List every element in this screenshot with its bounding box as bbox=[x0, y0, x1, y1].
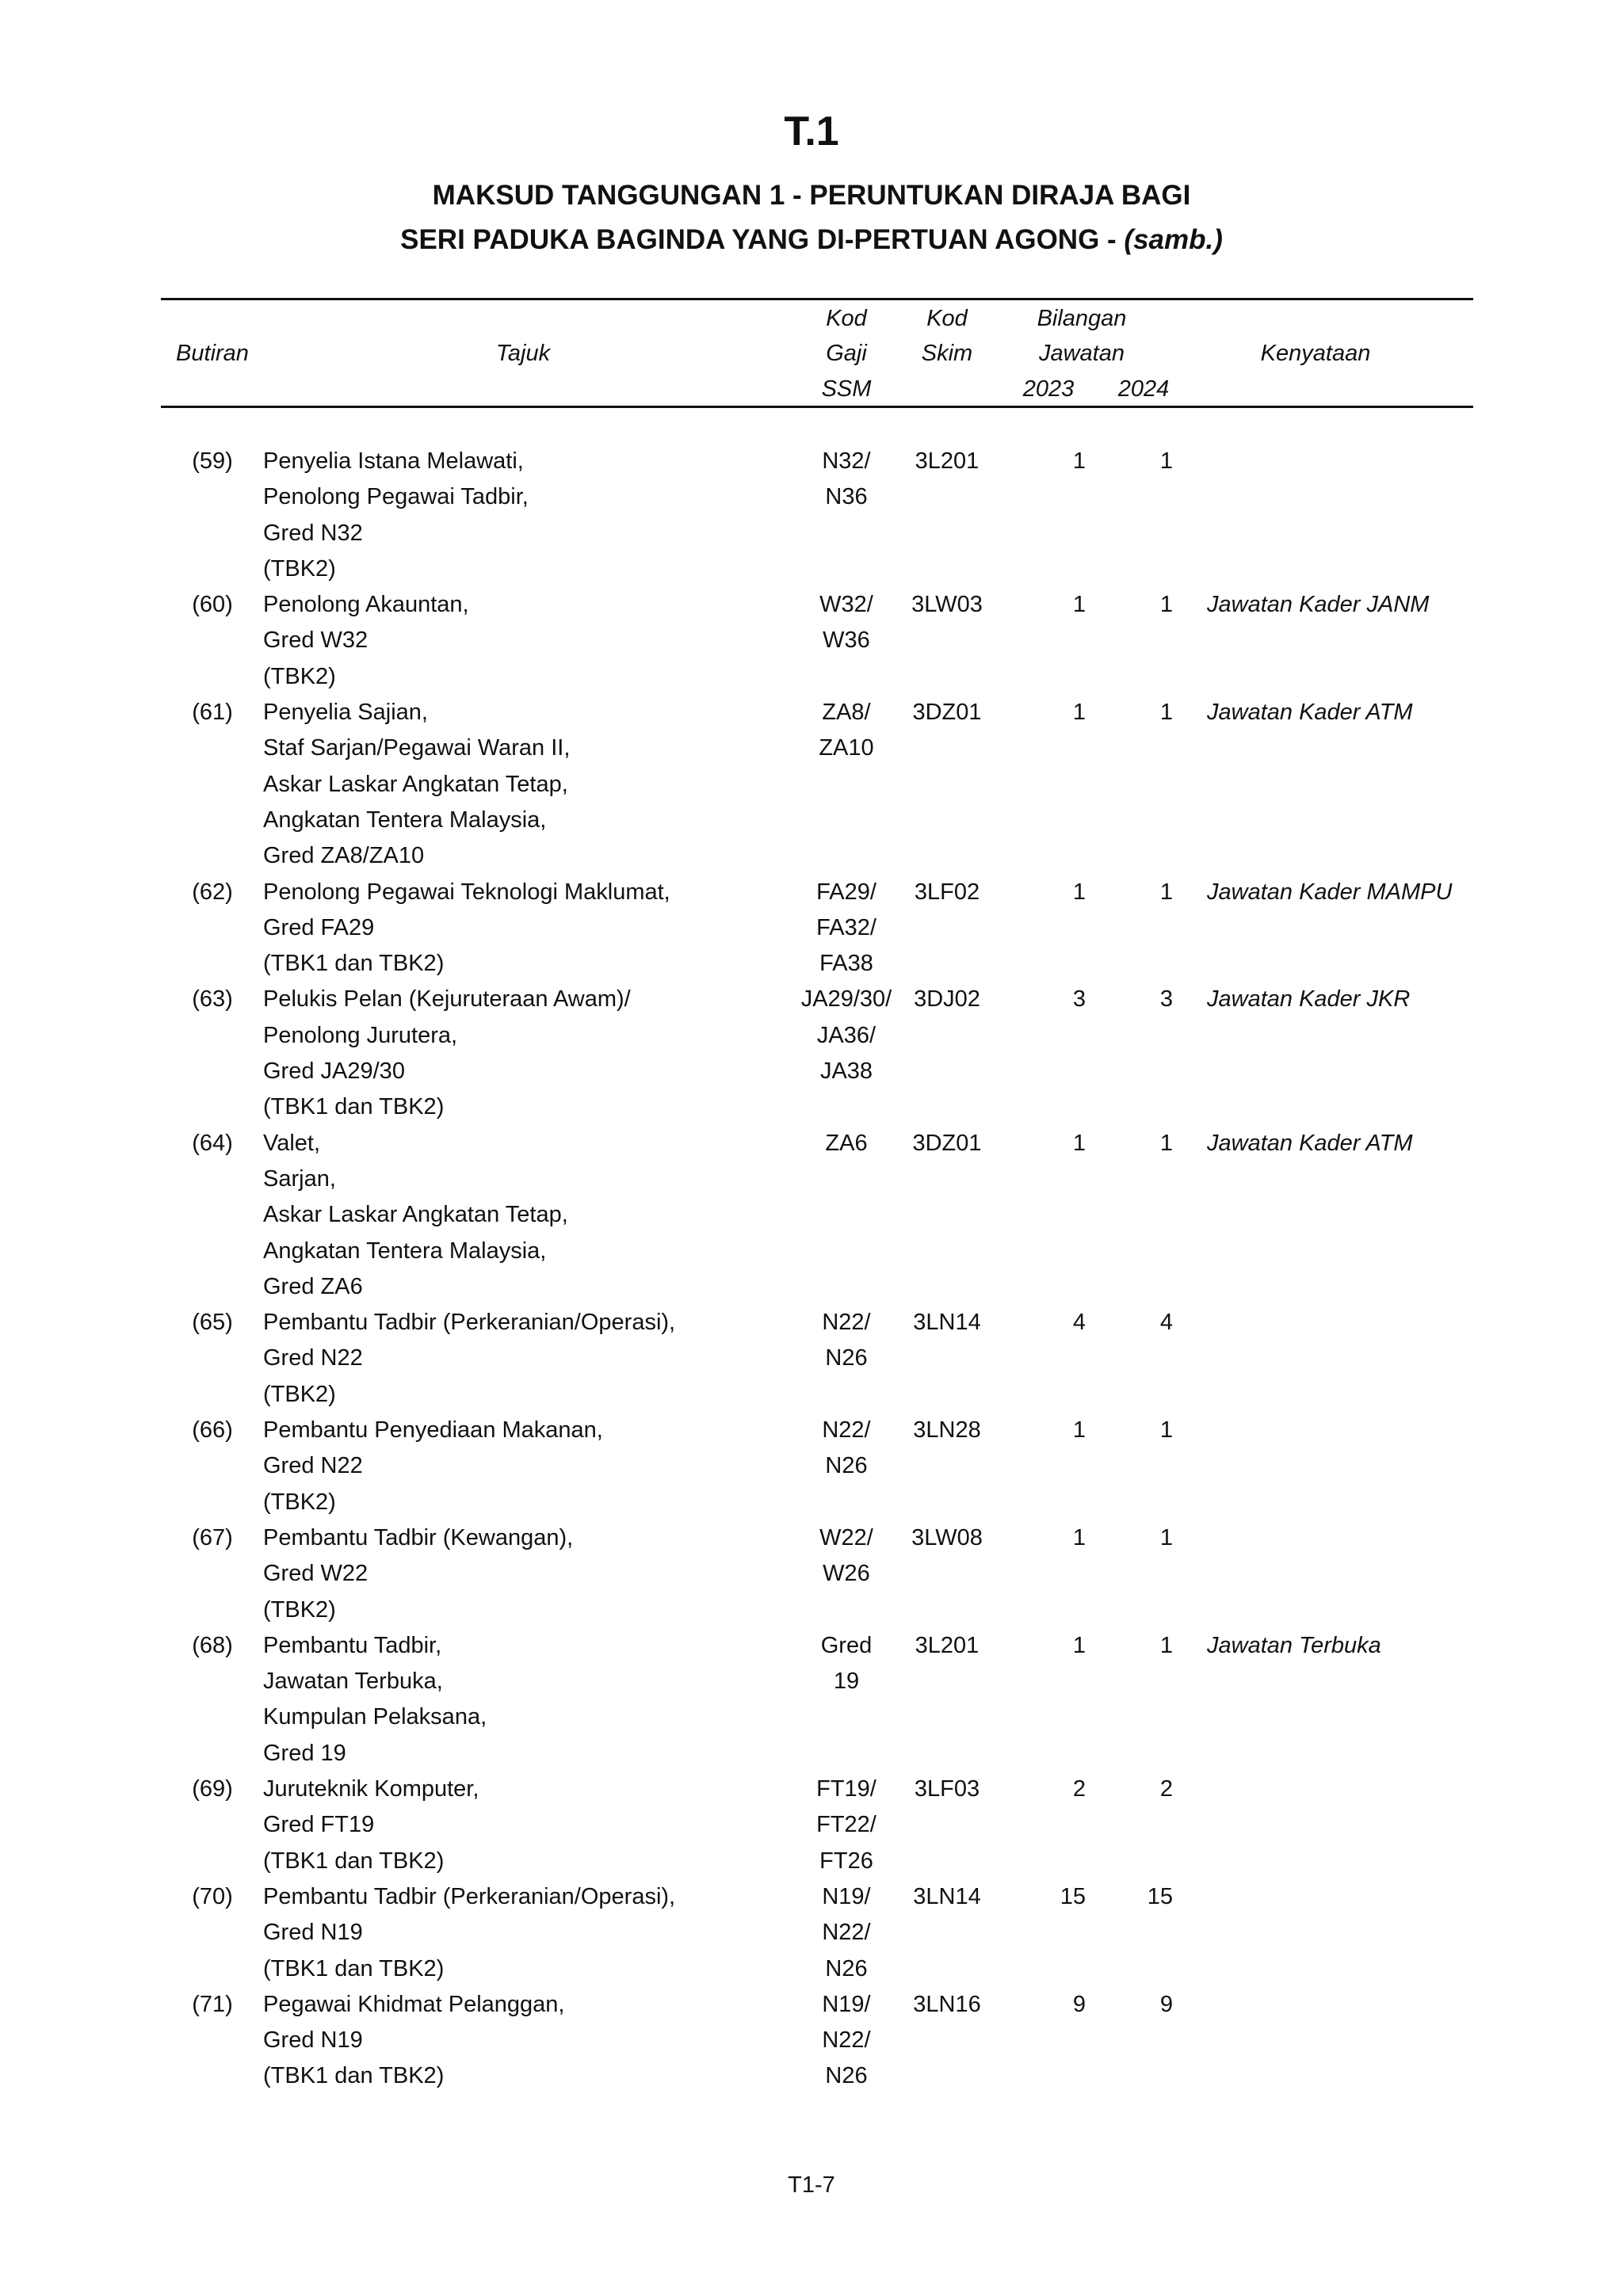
item-title-line: Askar Laskar Angkatan Tetap, bbox=[263, 771, 568, 797]
header-butiran: Butiran bbox=[176, 341, 249, 366]
table-row bbox=[0, 695, 1623, 875]
item-title-line: Gred 19 bbox=[263, 1740, 346, 1766]
item-title bbox=[263, 1520, 802, 1628]
item-title bbox=[263, 1628, 802, 1772]
positions-2023: 1 bbox=[1072, 1417, 1086, 1444]
item-number: (59) bbox=[192, 448, 233, 474]
header-tajuk: Tajuk bbox=[495, 341, 551, 366]
positions-2023: 1 bbox=[1072, 592, 1086, 618]
salary-code bbox=[792, 1772, 900, 1879]
table-row bbox=[0, 982, 1623, 1125]
scheme-code: 3LN16 bbox=[913, 1991, 981, 2017]
item-title-line: Gred N19 bbox=[263, 2027, 363, 2054]
item-title-line: Penolong Pegawai Teknologi Maklumat, bbox=[263, 879, 670, 905]
salary-code bbox=[792, 1879, 900, 1987]
salary-code-line: ZA10 bbox=[819, 735, 874, 761]
table-row bbox=[0, 1772, 1623, 1879]
salary-code-line: W36 bbox=[823, 627, 870, 654]
item-title-line: Penolong Akauntan, bbox=[263, 592, 469, 618]
header-kenyataan: Kenyataan bbox=[1260, 341, 1371, 366]
item-title-line: Gred ZA8/ZA10 bbox=[263, 843, 425, 869]
table-row bbox=[0, 1305, 1623, 1413]
header-kod-gaji-line-1: Kod bbox=[826, 306, 867, 331]
remarks: Jawatan Kader JKR bbox=[1207, 986, 1411, 1013]
item-title-line: Gred ZA6 bbox=[263, 1273, 363, 1299]
salary-code-line: Gred bbox=[820, 1632, 873, 1658]
title-line-2-text: SERI PADUKA BAGINDA YANG DI-PERTUAN AGONG - bbox=[400, 224, 1117, 255]
item-title-line: Gred N32 bbox=[263, 520, 363, 546]
item-title-line: Valet, bbox=[263, 1130, 321, 1156]
item-number: (70) bbox=[192, 1883, 233, 1909]
item-title bbox=[263, 982, 802, 1125]
item-title-line: Penolong Pegawai Tadbir, bbox=[263, 484, 529, 510]
positions-2024: 4 bbox=[1159, 1310, 1173, 1336]
item-title-line: Gred W22 bbox=[263, 1561, 369, 1587]
positions-2024: 1 bbox=[1159, 1632, 1173, 1658]
item-number: (64) bbox=[192, 1130, 233, 1156]
table-row bbox=[0, 875, 1623, 982]
item-title-line: Gred W32 bbox=[263, 627, 369, 654]
item-title-line: (TBK2) bbox=[263, 555, 336, 582]
item-title-line: (TBK1 dan TBK2) bbox=[263, 1955, 445, 1981]
table-row bbox=[0, 1520, 1623, 1628]
salary-code-line: JA36/ bbox=[816, 1022, 876, 1048]
table-top-rule bbox=[161, 298, 1473, 300]
scheme-code: 3LN14 bbox=[913, 1883, 981, 1909]
salary-code-line: ZA6 bbox=[825, 1130, 868, 1156]
item-title-line: Angkatan Tentera Malaysia, bbox=[263, 1238, 547, 1264]
positions-2024: 15 bbox=[1147, 1883, 1173, 1909]
item-title-line: Pembantu Tadbir (Perkeranian/Operasi), bbox=[263, 1883, 676, 1909]
item-title-line: Juruteknik Komputer, bbox=[263, 1776, 479, 1802]
positions-2023: 3 bbox=[1072, 986, 1086, 1013]
salary-code-line: FA38 bbox=[819, 951, 873, 977]
positions-2023: 1 bbox=[1072, 1524, 1086, 1550]
salary-code bbox=[792, 1305, 900, 1377]
positions-2023: 1 bbox=[1072, 879, 1086, 905]
positions-2023: 1 bbox=[1072, 1632, 1086, 1658]
scheme-code: 3L201 bbox=[915, 1632, 980, 1658]
salary-code-line: 19 bbox=[833, 1669, 860, 1695]
header-kod-skim-line-1: Kod bbox=[926, 306, 968, 331]
salary-code-line: W22/ bbox=[819, 1524, 873, 1550]
salary-code-line: N22/ bbox=[822, 1920, 871, 1946]
salary-code-line: N26 bbox=[825, 1345, 868, 1371]
header-year-2023: 2023 bbox=[1022, 376, 1075, 402]
table-row bbox=[0, 1879, 1623, 1987]
positions-2023: 15 bbox=[1060, 1883, 1086, 1909]
item-title-line: Staf Sarjan/Pegawai Waran II, bbox=[263, 735, 571, 761]
salary-code bbox=[792, 444, 900, 516]
page-number: T1-7 bbox=[788, 2172, 835, 2198]
item-title-line: Kumpulan Pelaksana, bbox=[263, 1704, 487, 1730]
item-title-line: Angkatan Tentera Malaysia, bbox=[263, 807, 547, 833]
item-number: (65) bbox=[192, 1310, 233, 1336]
salary-code-line: FT22/ bbox=[816, 1812, 876, 1838]
item-title-line: Gred FT19 bbox=[263, 1812, 375, 1838]
salary-code-line: N22/ bbox=[822, 1310, 871, 1336]
table-row bbox=[0, 1126, 1623, 1306]
remarks: Jawatan Kader JANM bbox=[1207, 592, 1430, 618]
salary-code bbox=[792, 1987, 900, 2095]
header-bilangan-line-2: Jawatan bbox=[1038, 341, 1125, 366]
item-title bbox=[263, 875, 802, 982]
positions-2024: 1 bbox=[1159, 1524, 1173, 1550]
salary-code-line: JA38 bbox=[819, 1058, 873, 1085]
item-title-line: (TBK2) bbox=[263, 663, 336, 689]
item-title-line: Gred N22 bbox=[263, 1453, 363, 1479]
salary-code-line: N26 bbox=[825, 2063, 868, 2089]
scheme-code: 3LW08 bbox=[911, 1524, 983, 1550]
scheme-code: 3DZ01 bbox=[912, 1130, 982, 1156]
item-title-line: (TBK1 dan TBK2) bbox=[263, 2063, 445, 2089]
remarks: Jawatan Kader MAMPU bbox=[1207, 879, 1453, 905]
header-kod-gaji-line-2: Gaji bbox=[826, 341, 867, 366]
item-title-line: Pembantu Tadbir, bbox=[263, 1632, 442, 1658]
positions-2024: 1 bbox=[1159, 592, 1173, 618]
remarks: Jawatan Terbuka bbox=[1207, 1632, 1381, 1658]
item-title bbox=[263, 695, 802, 874]
scheme-code: 3LF02 bbox=[914, 879, 980, 905]
header-kod-gaji-line-3: SSM bbox=[821, 376, 872, 402]
item-title bbox=[263, 1413, 802, 1520]
item-title-line: Pembantu Tadbir (Kewangan), bbox=[263, 1524, 574, 1550]
document-title-line-1: MAKSUD TANGGUNGAN 1 - PERUNTUKAN DIRAJA BAGI bbox=[432, 180, 1191, 211]
scheme-code: 3L201 bbox=[915, 448, 980, 474]
positions-2024: 1 bbox=[1159, 879, 1173, 905]
positions-2024: 1 bbox=[1159, 1130, 1173, 1156]
table-row bbox=[0, 444, 1623, 587]
positions-2024: 1 bbox=[1159, 1417, 1173, 1444]
item-title bbox=[263, 1305, 802, 1413]
salary-code-line: FT26 bbox=[819, 1848, 873, 1874]
item-title bbox=[263, 1126, 802, 1305]
salary-code-line: N36 bbox=[825, 484, 868, 510]
table-row bbox=[0, 1628, 1623, 1772]
item-title-line: (TBK1 dan TBK2) bbox=[263, 1848, 445, 1874]
salary-code bbox=[792, 982, 900, 1089]
table-row bbox=[0, 1987, 1623, 2095]
remarks: Jawatan Kader ATM bbox=[1207, 1130, 1413, 1156]
salary-code-line: N26 bbox=[825, 1955, 868, 1981]
scheme-code: 3LW03 bbox=[911, 592, 983, 618]
scheme-code: 3LN28 bbox=[913, 1417, 981, 1444]
item-title-line: Gred JA29/30 bbox=[263, 1058, 405, 1085]
item-number: (68) bbox=[192, 1632, 233, 1658]
salary-code bbox=[792, 1520, 900, 1592]
positions-2024: 1 bbox=[1159, 448, 1173, 474]
item-title-line: Gred FA29 bbox=[263, 914, 375, 940]
salary-code-line: N22/ bbox=[822, 1417, 871, 1444]
positions-2024: 1 bbox=[1159, 700, 1173, 726]
item-title bbox=[263, 1987, 802, 2095]
salary-code bbox=[792, 1126, 900, 1161]
item-title bbox=[263, 587, 802, 695]
document-title-line-2 bbox=[0, 217, 1623, 263]
salary-code bbox=[792, 1413, 900, 1485]
salary-code-line: W32/ bbox=[819, 592, 873, 618]
document-code: T.1 bbox=[784, 109, 839, 154]
item-title-line: Jawatan Terbuka, bbox=[263, 1669, 443, 1695]
header-bilangan-line-1: Bilangan bbox=[1037, 306, 1127, 331]
positions-2023: 9 bbox=[1072, 1991, 1086, 2017]
positions-2023: 1 bbox=[1072, 700, 1086, 726]
positions-2024: 2 bbox=[1159, 1776, 1173, 1802]
item-title-line: Pegawai Khidmat Pelanggan, bbox=[263, 1991, 565, 2017]
item-title-line: Penolong Jurutera, bbox=[263, 1022, 458, 1048]
positions-2023: 4 bbox=[1072, 1310, 1086, 1336]
positions-2023: 2 bbox=[1072, 1776, 1086, 1802]
scheme-code: 3DZ01 bbox=[912, 700, 982, 726]
salary-code-line: N32/ bbox=[822, 448, 871, 474]
positions-2023: 1 bbox=[1072, 448, 1086, 474]
header-kod-skim-line-2: Skim bbox=[921, 341, 973, 366]
positions-2023: 1 bbox=[1072, 1130, 1086, 1156]
item-title-line: Askar Laskar Angkatan Tetap, bbox=[263, 1202, 568, 1228]
remarks: Jawatan Kader ATM bbox=[1207, 700, 1413, 726]
item-title bbox=[263, 1772, 802, 1879]
item-title-line: Pelukis Pelan (Kejuruteraan Awam)/ bbox=[263, 986, 631, 1013]
salary-code bbox=[792, 875, 900, 982]
salary-code bbox=[792, 695, 900, 767]
scheme-code: 3DJ02 bbox=[914, 986, 980, 1013]
item-title-line: (TBK1 dan TBK2) bbox=[263, 1094, 445, 1120]
positions-2024: 3 bbox=[1159, 986, 1173, 1013]
item-number: (69) bbox=[192, 1776, 233, 1802]
salary-code bbox=[792, 587, 900, 659]
table-header-bottom-rule bbox=[161, 406, 1473, 408]
item-title-line: Sarjan, bbox=[263, 1165, 336, 1192]
salary-code bbox=[792, 1628, 900, 1700]
item-title-line: Penyelia Istana Melawati, bbox=[263, 448, 524, 474]
table-row bbox=[0, 1413, 1623, 1520]
item-number: (61) bbox=[192, 700, 233, 726]
salary-code-line: N19/ bbox=[822, 1883, 871, 1909]
positions-2024: 9 bbox=[1159, 1991, 1173, 2017]
item-number: (60) bbox=[192, 592, 233, 618]
item-number: (71) bbox=[192, 1991, 233, 2017]
salary-code-line: JA29/30/ bbox=[800, 986, 892, 1013]
item-title-line: (TBK2) bbox=[263, 1596, 336, 1623]
salary-code-line: N26 bbox=[825, 1453, 868, 1479]
item-title bbox=[263, 444, 802, 587]
header-year-2024: 2024 bbox=[1117, 376, 1170, 402]
item-title-line: Gred N19 bbox=[263, 1920, 363, 1946]
salary-code-line: N22/ bbox=[822, 2027, 871, 2054]
scheme-code: 3LN14 bbox=[913, 1310, 981, 1336]
item-title bbox=[263, 1879, 802, 1987]
salary-code-line: N19/ bbox=[822, 1991, 871, 2017]
table-body bbox=[0, 444, 1623, 2095]
item-number: (67) bbox=[192, 1524, 233, 1550]
item-title-line: (TBK2) bbox=[263, 1381, 336, 1407]
salary-code-line: FT19/ bbox=[816, 1776, 876, 1802]
scheme-code: 3LF03 bbox=[914, 1776, 980, 1802]
salary-code-line: W26 bbox=[823, 1561, 870, 1587]
item-number: (62) bbox=[192, 879, 233, 905]
salary-code-line: FA32/ bbox=[816, 914, 876, 940]
salary-code-line: ZA8/ bbox=[822, 700, 871, 726]
item-title-line: (TBK1 dan TBK2) bbox=[263, 951, 445, 977]
salary-code-line: FA29/ bbox=[816, 879, 876, 905]
item-number: (63) bbox=[192, 986, 233, 1013]
item-title-line: Gred N22 bbox=[263, 1345, 363, 1371]
item-title-line: Pembantu Penyediaan Makanan, bbox=[263, 1417, 603, 1444]
item-title-line: (TBK2) bbox=[263, 1489, 336, 1515]
table-row bbox=[0, 587, 1623, 695]
item-title-line: Pembantu Tadbir (Perkeranian/Operasi), bbox=[263, 1310, 676, 1336]
item-number: (66) bbox=[192, 1417, 233, 1444]
title-continuation-note: (samb.) bbox=[1124, 224, 1223, 255]
item-title-line: Penyelia Sajian, bbox=[263, 700, 428, 726]
